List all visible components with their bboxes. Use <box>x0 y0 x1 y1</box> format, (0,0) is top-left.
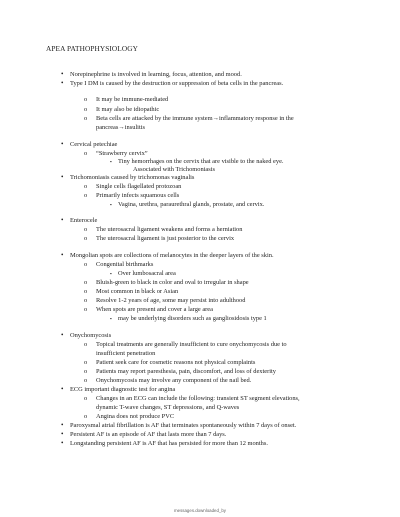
note-line-level-1: Longstanding persistent AF is AF that has persisted for more than 12 months. <box>70 440 268 447</box>
note-line-level-2: It may also be idiopathic <box>96 106 160 113</box>
bullet-circle-icon: o <box>84 183 88 190</box>
note-line-level-4: Associated with Trichomoniasis <box>133 166 216 173</box>
bullet-dot-icon: • <box>61 172 64 181</box>
document-title: APEA PATHOPHYSIOLOGY <box>46 44 138 53</box>
note-line-level-2: Beta cells are attacked by the immune system→inflammatory response in the <box>96 115 294 122</box>
note-line-level-1: Trichomoniasis caused by trichomonas vaginalis <box>70 174 195 181</box>
bullet-dot-icon: • <box>61 384 64 393</box>
note-line-level-3: Vagina, urethra, paraurethral glands, prostate, and cervix. <box>118 201 265 208</box>
note-line-level-1: Cervical petechiae <box>70 141 118 148</box>
bullet-dot-icon: • <box>61 420 64 429</box>
bullet-circle-icon: o <box>84 192 88 199</box>
note-line-level-2: Onychomycosis may involve any component of the nail bed. <box>96 377 252 384</box>
note-line-level-1: Enterocele <box>70 217 98 224</box>
bullet-circle-icon: o <box>84 288 88 295</box>
note-line-level-2: Primarily infects squamous cells <box>96 192 180 199</box>
note-line-level-2: Single cells flagellated protozoan <box>96 183 182 190</box>
bullet-dot-icon: • <box>61 215 64 224</box>
note-line-level-2: Congenital birthmarks <box>96 261 154 268</box>
bullet-circle-icon: o <box>84 359 88 366</box>
note-line-level-2: The uterosacral ligament is just posterior to the cervix <box>96 235 235 242</box>
bullet-dot-icon: • <box>61 250 64 259</box>
bullet-circle-icon: o <box>84 368 88 375</box>
note-line-level-2: When spots are present and cover a large area <box>96 306 213 313</box>
bullet-circle-icon: o <box>84 341 88 348</box>
note-line-level-2: Patients may report paresthesia, pain, discomfort, and loss of dexterity <box>96 368 276 375</box>
note-line-level-1: Persistent AF is an episode of AF that lasts more than 7 days. <box>70 431 227 438</box>
note-line-level-2: Bluish-green to black in color and oval to irregular in shape <box>96 279 249 286</box>
note-line-level-2: dynamic T-wave changes, ST depressions, and Q-waves <box>96 404 240 411</box>
note-line-level-2: “Strawberry cervix” <box>96 150 148 157</box>
note-line-level-1: ECG important diagnostic test for angina <box>70 386 176 393</box>
note-line-level-2: Topical treatments are generally insufficient to cure onychomycosis due to <box>96 341 287 348</box>
bullet-dot-icon: • <box>61 69 64 78</box>
bullet-circle-icon: o <box>84 377 88 384</box>
bullet-circle-icon: o <box>84 279 88 286</box>
bullet-circle-icon: o <box>84 226 88 233</box>
bullet-circle-icon: o <box>84 413 88 420</box>
note-line-level-2: pancreas→insulitis <box>96 124 145 131</box>
bullet-dot-icon: • <box>61 78 64 87</box>
note-line-level-2: It may be immune-mediated <box>96 96 169 103</box>
note-line-level-1: Mongolian spots are collections of melanocytes in the deeper layers of the skin. <box>70 252 274 259</box>
bullet-circle-icon: o <box>84 395 88 402</box>
note-line-level-1: Onychomycosis <box>70 332 112 339</box>
bullet-circle-icon: o <box>84 115 88 122</box>
note-line-level-2: Angina does not produce PVC <box>96 413 175 420</box>
note-line-level-2: Patient seek care for cosmetic reasons not physical complaints <box>96 359 256 366</box>
note-line-level-2: insufficient penetration <box>96 350 156 357</box>
bullet-square-icon: ▪ <box>110 202 112 207</box>
bullet-circle-icon: o <box>84 235 88 242</box>
bullet-circle-icon: o <box>84 150 88 157</box>
note-line-level-1: Type I DM is caused by the destruction or suppression of beta cells in the pancreas. <box>70 80 284 87</box>
bullet-square-icon: ▪ <box>110 316 112 321</box>
note-line-level-2: Changes in an ECG can include the following: transient ST segment elevations, <box>96 395 300 402</box>
note-line-level-2: The uterosacral ligament weakens and forms a herniation <box>96 226 243 233</box>
note-line-level-3: Tiny hemorrhages on the cervix that are visible to the naked eye. <box>118 158 284 165</box>
bullet-dot-icon: • <box>61 438 64 447</box>
note-line-level-3: may be underlying disorders such as gangliosidosis type 1 <box>118 315 267 322</box>
note-line-level-1: Paroxysmal atrial fibrillation is AF that terminates spontaneously within 7 days of onset. <box>70 422 297 429</box>
bullet-dot-icon: • <box>61 429 64 438</box>
note-line-level-2: Resolve 1-2 years of age, some may persist into adulthood <box>96 297 246 304</box>
bullet-dot-icon: • <box>61 330 64 339</box>
note-line-level-2: Most common in black or Asian <box>96 288 179 295</box>
bullet-dot-icon: • <box>61 139 64 148</box>
download-footer: messages.downloaded_by <box>174 508 226 513</box>
bullet-circle-icon: o <box>84 106 88 113</box>
note-line-level-3: Over lumbosacral area <box>118 270 176 277</box>
bullet-circle-icon: o <box>84 261 88 268</box>
bullet-circle-icon: o <box>84 297 88 304</box>
bullet-circle-icon: o <box>84 306 88 313</box>
bullet-square-icon: ▪ <box>110 159 112 164</box>
bullet-square-icon: ▪ <box>110 271 112 276</box>
note-line-level-1: Norepinephrine is involved in learning, focus, attention, and mood. <box>70 71 242 78</box>
bullet-circle-icon: o <box>84 96 88 103</box>
